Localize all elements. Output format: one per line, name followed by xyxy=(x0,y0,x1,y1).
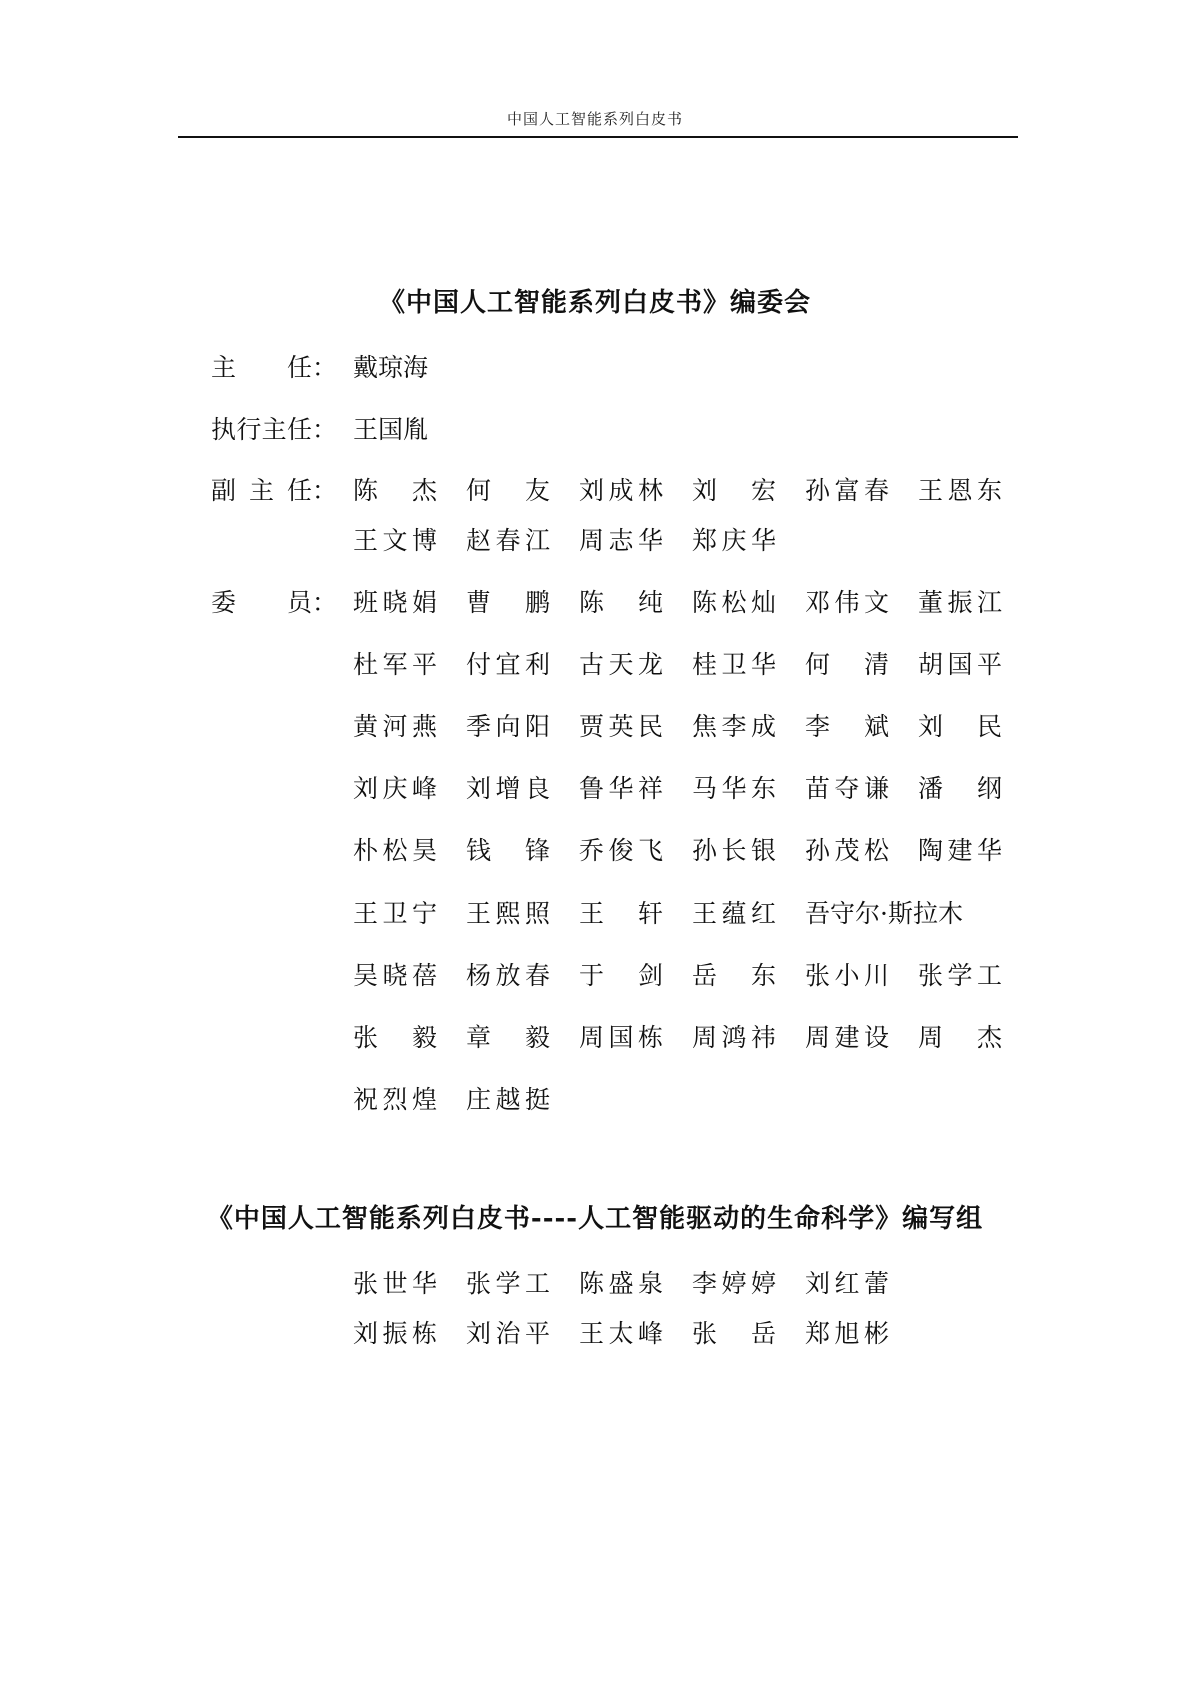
member-name: 郑旭彬 xyxy=(805,1319,889,1348)
member-name: 王恩东 xyxy=(918,476,1002,505)
member-name: 桂卫华 xyxy=(692,650,776,679)
member-name: 张岳 xyxy=(692,1319,776,1348)
member-name: 吾守尔·斯拉木 xyxy=(805,899,963,928)
member-name: 刘庆峰 xyxy=(353,774,437,803)
member-name: 于剑 xyxy=(579,961,663,990)
role-label-colon: ： xyxy=(312,353,338,382)
member-name: 陈盛泉 xyxy=(579,1269,663,1298)
member-name: 刘成林 xyxy=(579,476,663,505)
member-name: 郑庆华 xyxy=(692,526,776,555)
member-name: 苗夺谦 xyxy=(805,774,889,803)
member-name: 章毅 xyxy=(466,1023,550,1052)
member-name: 刘增良 xyxy=(466,774,550,803)
member-name: 刘民 xyxy=(918,712,1002,741)
role-label-text: 执行主任 xyxy=(211,415,312,444)
role-label-text: 委员 xyxy=(211,588,312,617)
member-name: 孙富春 xyxy=(805,476,889,505)
member-name: 董振江 xyxy=(918,588,1002,617)
role-label-colon: ： xyxy=(312,476,338,505)
member-name: 岳东 xyxy=(692,961,776,990)
member-name: 杨放春 xyxy=(466,961,550,990)
member-name: 陈纯 xyxy=(579,588,663,617)
member-name: 潘纲 xyxy=(918,774,1002,803)
member-name: 刘治平 xyxy=(466,1319,550,1348)
member-name: 陈松灿 xyxy=(692,588,776,617)
member-name: 陶建华 xyxy=(918,836,1002,865)
member-name: 刘宏 xyxy=(692,476,776,505)
header-rule xyxy=(178,136,1018,138)
member-name: 黄河燕 xyxy=(353,712,437,741)
role-label-deputy-directors xyxy=(211,471,337,511)
member-name: 周杰 xyxy=(918,1023,1002,1052)
member-name: 何清 xyxy=(805,650,889,679)
role-label-colon: ： xyxy=(312,588,338,617)
member-name: 古天龙 xyxy=(579,650,663,679)
member-name: 杜军平 xyxy=(353,650,437,679)
member-name: 王国胤 xyxy=(353,415,429,444)
member-name: 张小川 xyxy=(805,961,889,990)
role-label-text: 主任 xyxy=(211,353,312,382)
committee-title: 《中国人工智能系列白皮书》编委会 xyxy=(378,288,811,318)
member-name: 马华东 xyxy=(692,774,776,803)
member-name: 曹鹏 xyxy=(466,588,550,617)
member-name: 钱锋 xyxy=(466,836,550,865)
role-label-text: 副主任 xyxy=(211,476,312,505)
role-label-executive-director xyxy=(211,410,337,450)
member-name: 朴松昊 xyxy=(353,836,437,865)
member-name: 贾英民 xyxy=(579,712,663,741)
member-name: 刘振栋 xyxy=(353,1319,437,1348)
member-name: 周国栋 xyxy=(579,1023,663,1052)
member-name: 祝烈煌 xyxy=(353,1085,437,1114)
member-name: 李婷婷 xyxy=(692,1269,776,1298)
member-name: 王太峰 xyxy=(579,1319,663,1348)
member-name: 张毅 xyxy=(353,1023,437,1052)
member-name: 付宜利 xyxy=(466,650,550,679)
member-name: 孙茂松 xyxy=(805,836,889,865)
member-name: 张世华 xyxy=(353,1269,437,1298)
member-name: 吴晓蓓 xyxy=(353,961,437,990)
member-name: 庄越挺 xyxy=(466,1085,550,1114)
running-header: 中国人工智能系列白皮书 xyxy=(506,110,683,128)
member-name: 张学工 xyxy=(466,1269,550,1298)
role-label-director xyxy=(211,348,337,388)
member-name: 乔俊飞 xyxy=(579,836,663,865)
member-name: 班晓娟 xyxy=(353,588,437,617)
member-name: 赵春江 xyxy=(466,526,550,555)
member-name: 胡国平 xyxy=(918,650,1002,679)
member-name: 邓伟文 xyxy=(805,588,889,617)
member-name: 王轩 xyxy=(579,899,663,928)
member-name: 陈杰 xyxy=(353,476,437,505)
member-name: 王熙照 xyxy=(466,899,550,928)
member-name: 孙长银 xyxy=(692,836,776,865)
member-name: 刘红蕾 xyxy=(805,1269,889,1298)
writing-group-title: 《中国人工智能系列白皮书----人工智能驱动的生命科学》编写组 xyxy=(206,1204,984,1234)
role-label-colon: ： xyxy=(312,415,338,444)
member-name: 王蕴红 xyxy=(692,899,776,928)
member-name: 周鸿祎 xyxy=(692,1023,776,1052)
role-label-members xyxy=(211,583,337,623)
member-name: 周志华 xyxy=(579,526,663,555)
member-name: 焦李成 xyxy=(692,712,776,741)
member-name: 季向阳 xyxy=(466,712,550,741)
member-name: 王卫宁 xyxy=(353,899,437,928)
member-name: 戴琼海 xyxy=(353,353,429,382)
member-name: 李斌 xyxy=(805,712,889,741)
member-name: 张学工 xyxy=(918,961,1002,990)
member-name: 周建设 xyxy=(805,1023,889,1052)
member-name: 王文博 xyxy=(353,526,437,555)
member-name: 何友 xyxy=(466,476,550,505)
member-name: 鲁华祥 xyxy=(579,774,663,803)
